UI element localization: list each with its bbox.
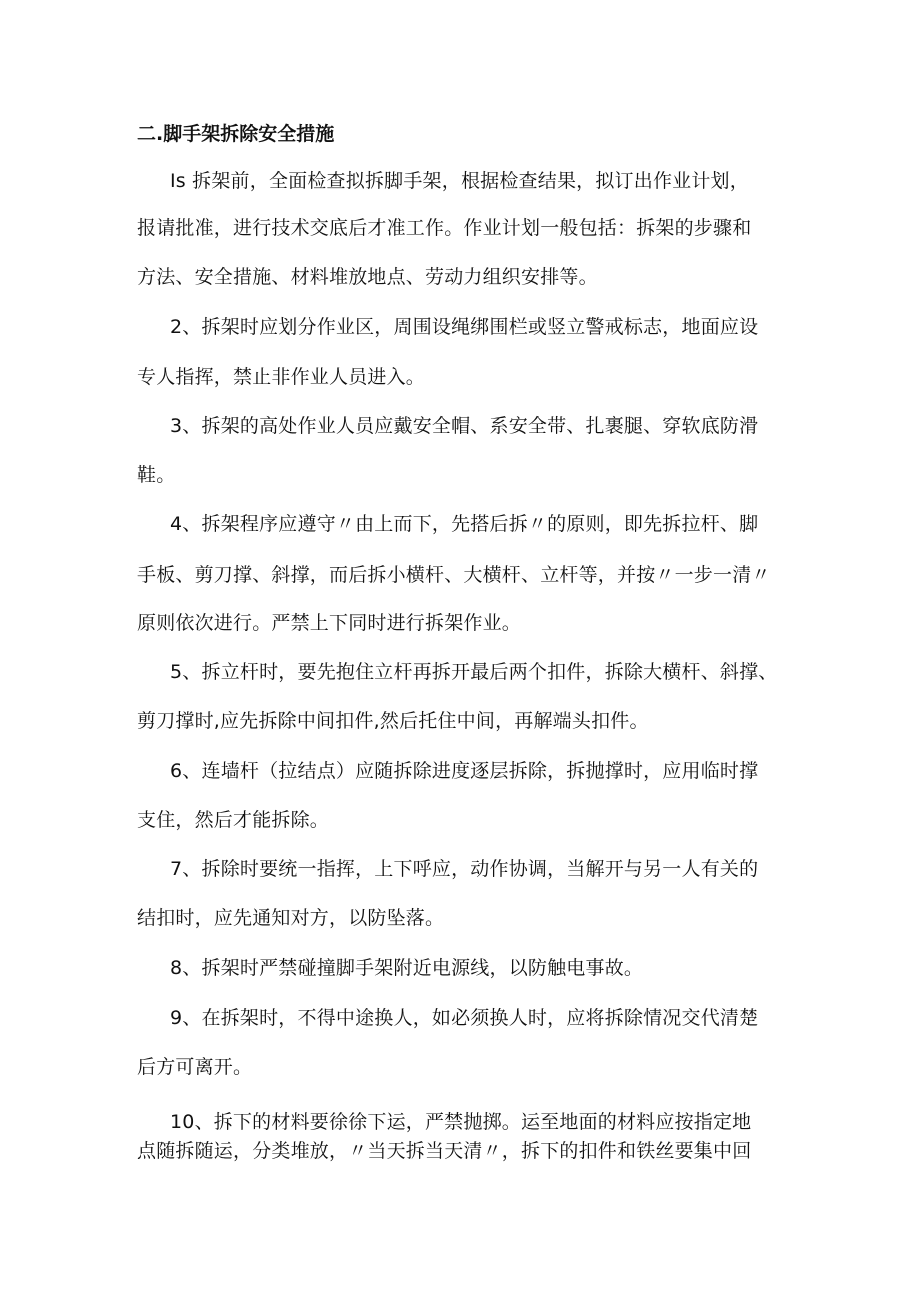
paragraph-10-line-1: 10、拆下的材料要徐徐下运，严禁抛掷。运至地面的材料应按指定地 xyxy=(170,1111,752,1133)
paragraph-7-line-1: 7、拆除时要统一指挥，上下呼应，动作协调，当解开与另一人有关的 xyxy=(170,858,759,880)
paragraph-4-line-3: 原则依次进行。严禁上下同时进行拆架作业。 xyxy=(137,612,522,634)
paragraph-8-line-1: 8、拆架时严禁碰撞脚手架附近电源线，以防触电事故。 xyxy=(170,957,644,979)
paragraph-5-line-1: 5、拆立杆时，要先抱住立杆再拆开最后两个扣件，拆除大横杆、斜撑、 xyxy=(170,661,778,683)
paragraph-5-line-2: 剪刀撑时,应先拆除中间扣件,然后托住中间，再解端头扣件。 xyxy=(137,710,649,732)
paragraph-6-line-1: 6、连墙杆（拉结点）应随拆除进度逐层拆除，拆抛撑时，应用临时撑 xyxy=(170,760,759,782)
paragraph-3-line-2: 鞋。 xyxy=(137,464,176,486)
paragraph-3-line-1: 3、拆架的高处作业人员应戴安全帽、系安全带、扎裹腿、穿软底防滑 xyxy=(170,415,759,437)
paragraph-1-line-1: Is 拆架前，全面检查拟拆脚手架，根据检查结果，拟订出作业计划， xyxy=(170,170,749,192)
paragraph-1-line-2: 报请批准，进行技术交底后才准工作。作业计划一般包括：拆架的步骤和 xyxy=(137,217,752,239)
paragraph-9-line-2: 后方可离开。 xyxy=(137,1056,253,1078)
paragraph-7-line-2: 结扣时，应先通知对方，以防坠落。 xyxy=(137,907,445,929)
paragraph-10-line-2: 点随拆随运，分类堆放，〃当天拆当天清〃，拆下的扣件和铁丝要集中回 xyxy=(137,1140,752,1162)
paragraph-1-line-3: 方法、安全措施、材料堆放地点、劳动力组织安排等。 xyxy=(137,266,598,288)
paragraph-2-line-2: 专人指挥，禁止非作业人员进入。 xyxy=(137,366,426,388)
paragraph-2-line-1: 2、拆架时应划分作业区，周围设绳绑围栏或竖立警戒标志，地面应设 xyxy=(170,316,759,338)
paragraph-4-line-2: 手板、剪刀撑、斜撑，而后拆小横杆、大横杆、立杆等，并按〃一步一清〃 xyxy=(137,564,771,586)
paragraph-6-line-2: 支住，然后才能拆除。 xyxy=(137,809,330,831)
paragraph-4-line-1: 4、拆架程序应遵守〃由上而下，先搭后拆〃的原则，即先拆拉杆、脚 xyxy=(170,513,759,535)
section-heading: 二.脚手架拆除安全措施 xyxy=(137,123,335,145)
paragraph-9-line-1: 9、在拆架时，不得中途换人，如必须换人时，应将拆除情况交代清楚 xyxy=(170,1007,759,1029)
